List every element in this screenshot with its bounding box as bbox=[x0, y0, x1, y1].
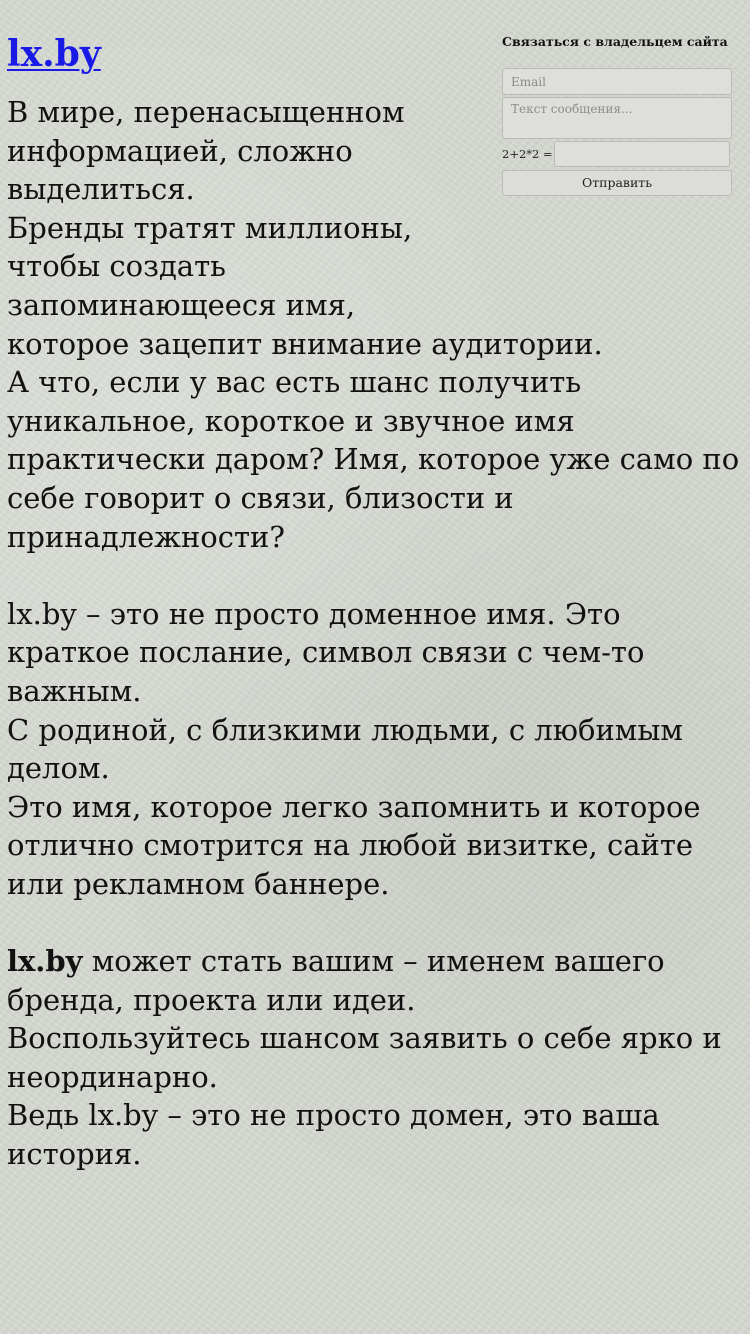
paragraph-gap bbox=[7, 556, 743, 595]
paragraph-gap bbox=[7, 903, 743, 942]
text-line: А что, если у вас есть шанс получить уникальное, короткое и звучное имя практически даром? Имя, которое уже само по себе говорит о связи, близости и принадлежности? bbox=[7, 365, 740, 554]
text-line: С родиной, с близкими людьми, с любимым делом. bbox=[7, 712, 683, 786]
text-line: lx.by – это не просто доменное имя. Это краткое послание, символ связи с чем-то важным. bbox=[7, 596, 645, 708]
text-line: Это имя, которое легко запомнить и которое отлично смотрится на любой визитке, сайте или рекламном баннере. bbox=[7, 789, 701, 901]
send-button[interactable]: Отправить bbox=[502, 170, 732, 196]
text-line: В мире, перенасыщенном информацией, сложно выделиться. bbox=[7, 95, 405, 207]
text-line bbox=[7, 942, 743, 1019]
domain-name-bold: lx.by bbox=[7, 944, 83, 979]
text-line-part: может стать вашим – именем вашего бренда, проекта или идеи. bbox=[7, 944, 665, 1017]
contact-form-title: Связаться с владельцем сайта bbox=[502, 34, 728, 49]
float-shim bbox=[443, 93, 743, 288]
captcha-label: 2+2*2 = bbox=[502, 147, 553, 161]
main-text bbox=[7, 93, 743, 1174]
text-line: Ведь lx.by – это не просто домен, это ваша история. bbox=[7, 1098, 660, 1172]
site-logo-link[interactable]: lx.by bbox=[7, 33, 101, 75]
email-field[interactable] bbox=[502, 68, 732, 95]
text-line: Воспользуйтесь шансом заявить о себе ярко и неординарно. bbox=[7, 1021, 722, 1094]
text-line-part: Бренды тратят миллионы, чтобы создать запоминающееся имя, которое зацепит внимание аудитории. bbox=[7, 210, 603, 361]
